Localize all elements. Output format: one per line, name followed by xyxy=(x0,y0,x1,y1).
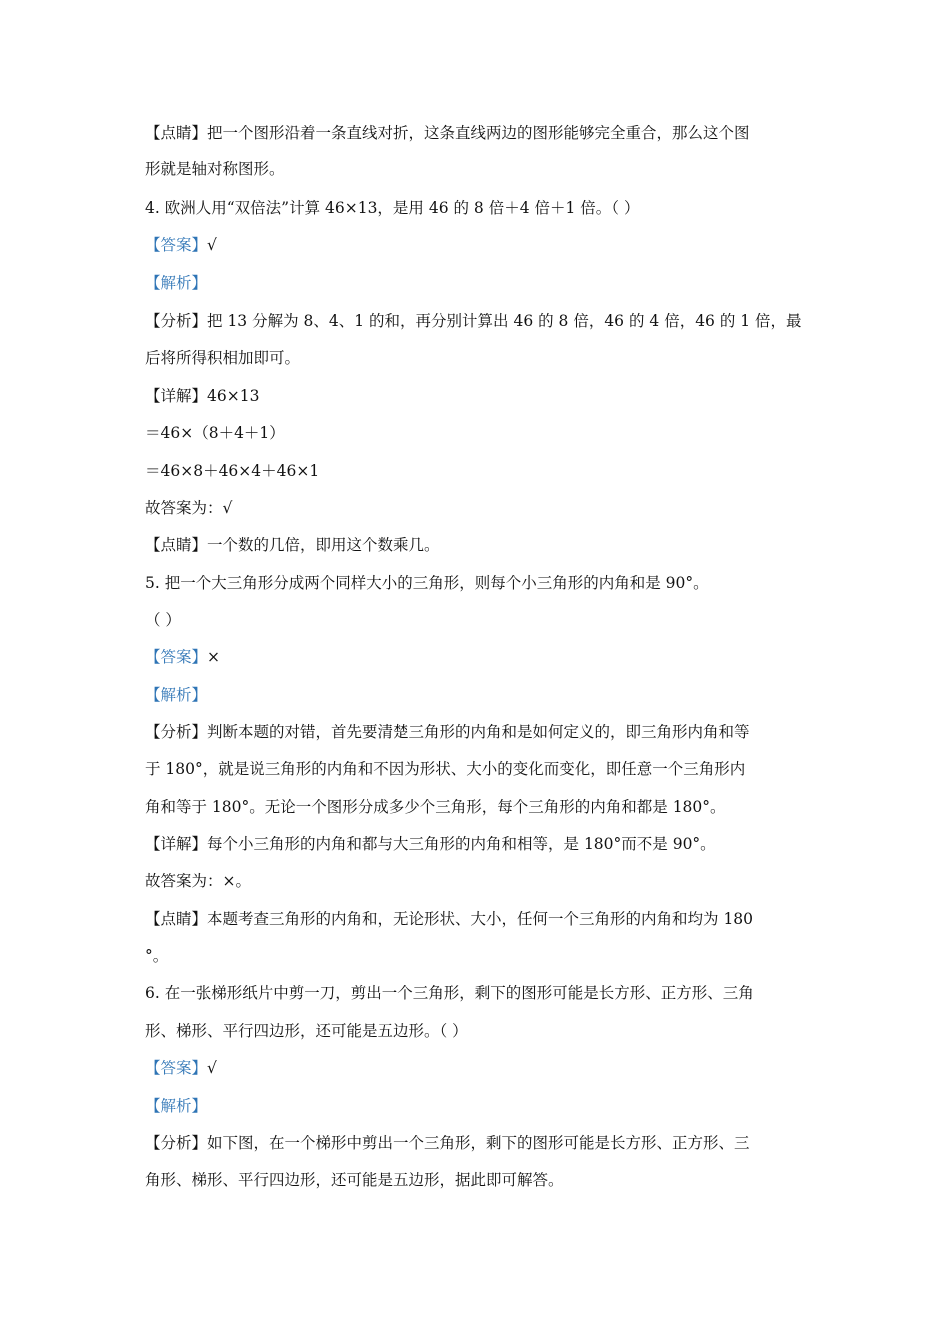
text-line xyxy=(145,608,815,632)
text-line xyxy=(145,121,815,145)
text-line xyxy=(145,907,815,931)
line-text: 每个小三角形的内角和都与大三角形的内角和相等，是 180°而不是 90°。 xyxy=(207,835,716,853)
text-line xyxy=(145,196,815,220)
text-line xyxy=(145,1168,815,1192)
text-line xyxy=(145,459,815,483)
line-text: 于 180°，就是说三角形的内角和不因为形状、大小的变化而变化，即任意一个三角形内 xyxy=(145,760,746,778)
line-text: 形就是轴对称图形。 xyxy=(145,160,285,178)
text-line xyxy=(145,421,815,445)
line-text: 如下图，在一个梯形中剪出一个三角形，剩下的图形可能是长方形、正方形、三 xyxy=(207,1134,750,1152)
section-tag: 【详解】 xyxy=(145,387,208,405)
section-tag: 【点睛】 xyxy=(145,124,208,142)
section-tag-blue: 【解析】 xyxy=(145,1097,208,1115)
text-line xyxy=(145,832,815,856)
line-text: 形、梯形、平行四边形，还可能是五边形。（ ） xyxy=(145,1022,468,1040)
line-text: 故答案为：√ xyxy=(145,499,233,517)
line-text: 角和等于 180°。无论一个图形分成多少个三角形，每个三角形的内角和都是 180°。 xyxy=(145,798,726,816)
line-text: 5. 把一个大三角形分成两个同样大小的三角形，则每个小三角形的内角和是 90°。 xyxy=(145,574,709,592)
line-text: 4. 欧洲人用“双倍法”计算 46×13，是用 46 的 8 倍＋4 倍＋1 倍。（ ） xyxy=(145,199,640,217)
line-text: °。 xyxy=(145,947,169,965)
text-line xyxy=(145,645,815,669)
line-text: 6. 在一张梯形纸片中剪一刀，剪出一个三角形，剩下的图形可能是长方形、正方形、三角 xyxy=(145,984,754,1002)
text-line xyxy=(145,981,815,1005)
section-tag-blue: 【答案】 xyxy=(145,236,208,254)
section-tag-blue: 【解析】 xyxy=(145,686,208,704)
text-line xyxy=(145,233,815,257)
text-line xyxy=(145,496,815,520)
section-tag: 【分析】 xyxy=(145,723,208,741)
text-line xyxy=(145,271,815,295)
section-tag: 【分析】 xyxy=(145,1134,208,1152)
line-text: 角形、梯形、平行四边形，还可能是五边形，据此即可解答。 xyxy=(145,1171,564,1189)
text-line xyxy=(145,1056,815,1080)
line-text: 把 13 分解为 8、4、1 的和，再分别计算出 46 的 8 倍，46 的 4 倍，46 的 1 倍，最 xyxy=(207,312,802,330)
section-tag-blue: 【答案】 xyxy=(145,1059,208,1077)
text-line xyxy=(145,944,815,968)
text-line xyxy=(145,346,815,370)
line-text: 把一个图形沿着一条直线对折，这条直线两边的图形能够完全重合，那么这个图 xyxy=(207,124,750,142)
text-line xyxy=(145,533,815,557)
section-tag-blue: 【答案】 xyxy=(145,648,208,666)
section-tag: 【详解】 xyxy=(145,835,208,853)
line-text: 后将所得积相加即可。 xyxy=(145,349,301,367)
section-tag-blue: 【解析】 xyxy=(145,274,208,292)
text-line xyxy=(145,157,815,181)
line-text: ＝46×8＋46×4＋46×1 xyxy=(145,462,320,480)
text-line xyxy=(145,1094,815,1118)
line-text: 故答案为：×。 xyxy=(145,872,251,890)
text-line xyxy=(145,309,815,333)
text-line xyxy=(145,683,815,707)
text-line xyxy=(145,757,815,781)
section-tag: 【点睛】 xyxy=(145,536,208,554)
line-text: √ xyxy=(207,1059,217,1077)
text-line xyxy=(145,795,815,819)
line-text: × xyxy=(207,648,221,666)
section-tag: 【分析】 xyxy=(145,312,208,330)
section-tag: 【点睛】 xyxy=(145,910,208,928)
text-line xyxy=(145,1019,815,1043)
line-text: （ ） xyxy=(145,611,181,629)
text-line xyxy=(145,571,815,595)
line-text: √ xyxy=(207,236,217,254)
text-line xyxy=(145,1131,815,1155)
line-text: 判断本题的对错，首先要清楚三角形的内角和是如何定义的，即三角形内角和等 xyxy=(207,723,750,741)
text-line xyxy=(145,869,815,893)
line-text: ＝46×（8＋4＋1） xyxy=(145,424,285,442)
line-text: 46×13 xyxy=(207,387,260,405)
line-text: 本题考查三角形的内角和，无论形状、大小，任何一个三角形的内角和均为 180 xyxy=(207,910,754,928)
text-line xyxy=(145,384,815,408)
text-line xyxy=(145,720,815,744)
line-text: 一个数的几倍，即用这个数乘几。 xyxy=(207,536,440,554)
